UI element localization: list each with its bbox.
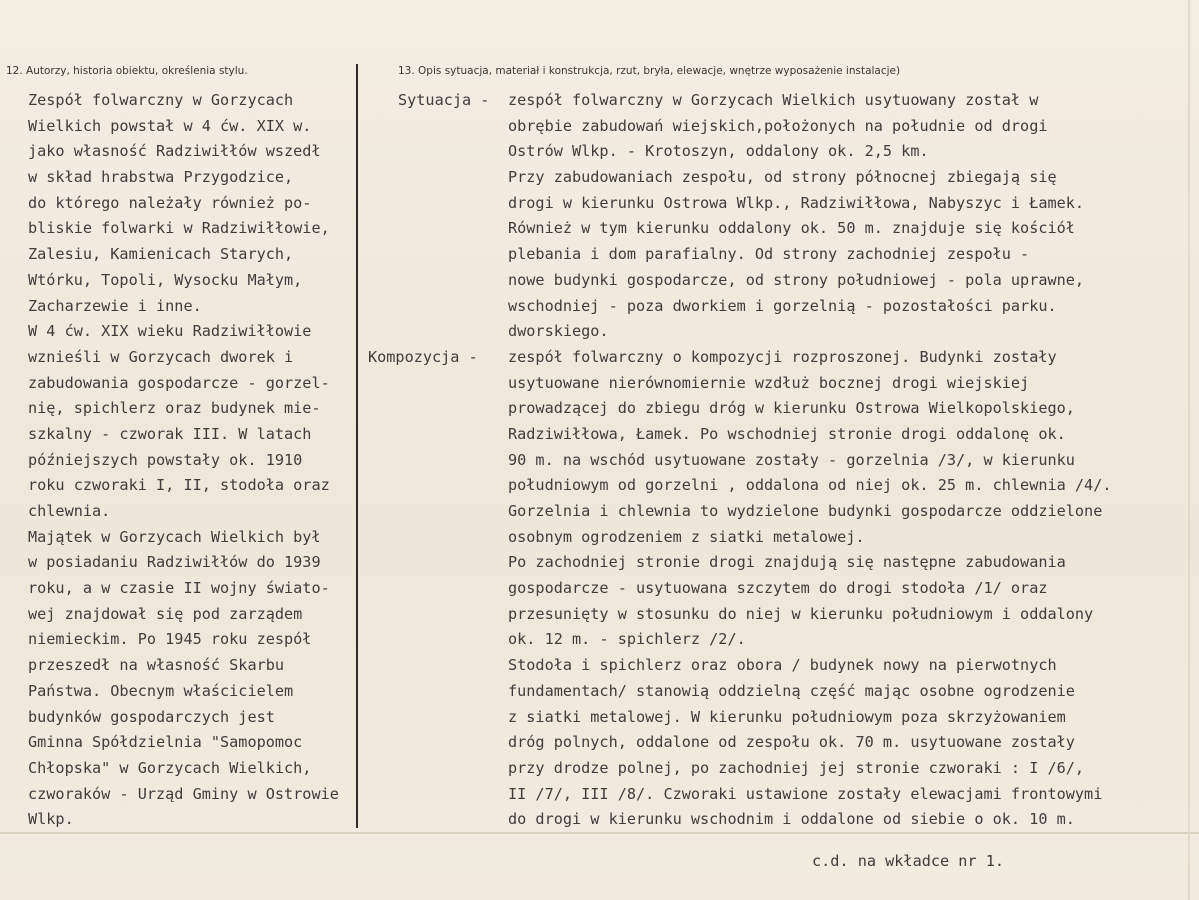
kompozycja-line: gospodarcze - usytuowana szczytem do drogi stodoła /1/ oraz: [508, 579, 1048, 598]
kompozycja-line: południowym od gorzelni , oddalona od niej ok. 25 m. chlewnia /4/.: [508, 476, 1112, 495]
sytuacja-row: [0, 294, 1199, 320]
kompozycja-row: [0, 576, 1199, 602]
sytuacja-row: [0, 216, 1199, 242]
sytuacja-row: [0, 114, 1199, 140]
history-line: roku, a w czasie II wojny świato-: [28, 579, 330, 598]
history-line: do którego należały również po-: [28, 193, 312, 212]
history-line: późniejszych powstały ok. 1910: [28, 450, 303, 469]
kompozycja-line: Radziwiłłowa, Łamek. Po wschodniej stronie drogi oddalonę ok.: [508, 424, 1066, 443]
history-line: Zalesiu, Kamienicach Starych,: [28, 245, 294, 264]
kompozycja-row: [0, 705, 1199, 731]
kompozycja-line: fundamentach/ stanowią oddzielną część mając osobne ogrodzenie: [508, 681, 1075, 700]
kompozycja-row: [0, 807, 1199, 833]
sytuacja-line: nowe budynki gospodarcze, od strony południowej - pola uprawne,: [508, 270, 1085, 289]
history-line: Wielkich powstał w 4 ćw. XIX w.: [28, 116, 312, 135]
sytuacja-line: obrębie zabudowań wiejskich,położonych na południe od drogi: [508, 116, 1048, 135]
history-line: wej znajdował się pod zarządem: [28, 604, 303, 623]
history-line: W 4 ćw. XIX wieku Radziwiłłowie: [28, 322, 312, 341]
sytuacja-row: [0, 268, 1199, 294]
history-line: Wtórku, Topoli, Wysocku Małym,: [28, 270, 303, 289]
sytuacja-line: zespół folwarczny w Gorzycach Wielkich usytuowany został w: [508, 91, 1039, 109]
sytuacja-line: wschodniej - poza dworkiem i gorzelnią - pozostałości parku.: [508, 296, 1057, 315]
kompozycja-line: przy drodze polnej, po zachodniej jej stronie czworaki : I /6/,: [508, 758, 1085, 777]
kompozycja-row: [0, 473, 1199, 499]
kompozycja-row: [0, 627, 1199, 653]
section-13-header: 13. Opis sytuacja, materiał i konstrukcja, rzut, bryła, elewacje, wnętrze wyposażenie instalacje): [398, 65, 901, 77]
section-12-header: 12. Autorzy, historia obiektu, określenia stylu.: [6, 65, 248, 77]
sytuacja-line: Również w tym kierunku oddalony ok. 50 m. znajduje się kościół: [508, 219, 1075, 238]
history-line: Państwa. Obecnym właścicielem: [28, 681, 294, 700]
description-column: [0, 88, 1199, 833]
kompozycja-row: [0, 396, 1199, 422]
sytuacja-row: [0, 191, 1199, 217]
kompozycja-row: [0, 525, 1199, 551]
kompozycja-row: [0, 371, 1199, 397]
history-line: wznieśli w Gorzycach dworek i: [28, 347, 294, 366]
kompozycja-row: [0, 499, 1199, 525]
sytuacja-row: [0, 319, 1199, 345]
history-line: w skład hrabstwa Przygodzice,: [28, 168, 294, 187]
sytuacja-label: Sytuacja -: [398, 91, 490, 109]
sytuacja-line: Ostrów Wlkp. - Krotoszyn, oddalony ok. 2,5 km.: [508, 142, 929, 161]
kompozycja-line: prowadzącej do zbiegu dróg w kierunku Ostrowa Wielkopolskiego,: [508, 399, 1075, 418]
kompozycja-row: [0, 756, 1199, 782]
history-line: bliskie folwarki w Radziwiłłowie,: [28, 219, 330, 238]
kompozycja-line: ok. 12 m. - spichlerz /2/.: [508, 630, 746, 649]
kompozycja-row: [0, 679, 1199, 705]
kompozycja-row: [0, 653, 1199, 679]
continuation-note: c.d. na wkładce nr 1.: [812, 852, 1005, 870]
kompozycja-line: dróg polnych, oddalone od zespołu ok. 70 m. usytuowane zostały: [508, 733, 1075, 752]
history-line: Zacharzewie i inne.: [28, 296, 202, 315]
sytuacja-row: [0, 88, 1199, 114]
kompozycja-row: [0, 550, 1199, 576]
kompozycja-label: Kompozycja -: [368, 347, 478, 366]
sytuacja-line: dworskiego.: [508, 322, 609, 341]
history-line: roku czworaki I, II, stodoła oraz: [28, 476, 330, 495]
kompozycja-row: [0, 730, 1199, 756]
kompozycja-line: Po zachodniej stronie drogi znajdują się następne zabudowania: [508, 553, 1066, 572]
history-line: Chłopska" w Gorzycach Wielkich,: [28, 758, 312, 777]
history-line: zabudowania gospodarcze - gorzel-: [28, 373, 330, 392]
kompozycja-line: Gorzelnia i chlewnia to wydzielone budynki gospodarcze oddzielone: [508, 502, 1103, 520]
kompozycja-row: [0, 782, 1199, 808]
history-line: czworaków - Urząd Gminy w Ostrowie: [28, 784, 339, 803]
history-line: niemieckim. Po 1945 roku zespół: [28, 630, 312, 649]
history-line: przeszedł na własność Skarbu: [28, 656, 285, 675]
history-line: Zespół folwarczny w Gorzycach: [28, 91, 294, 109]
history-line: szkalny - czworak III. W latach: [28, 424, 312, 443]
kompozycja-row: [0, 345, 1199, 371]
history-line: w posiadaniu Radziwiłłów do 1939: [28, 553, 321, 572]
kompozycja-row: [0, 602, 1199, 628]
history-line: Wlkp.: [28, 810, 74, 829]
kompozycja-row: [0, 448, 1199, 474]
kompozycja-line: zespół folwarczny o kompozycji rozproszonej. Budynki zostały: [508, 347, 1057, 366]
history-line: nię, spichlerz oraz budynek mie-: [28, 399, 321, 418]
history-line: Gminna Spółdzielnia "Samopomoc: [28, 733, 303, 752]
history-line: Majątek w Gorzycach Wielkich był: [28, 527, 321, 546]
kompozycja-line: 90 m. na wschód usytuowane zostały - gorzelnia /3/, w kierunku: [508, 450, 1075, 469]
sytuacja-line: plebania i dom parafialny. Od strony zachodniej zespołu -: [508, 245, 1030, 264]
kompozycja-row: [0, 422, 1199, 448]
kompozycja-line: przesunięty w stosunku do niej w kierunku południowym i oddalony: [508, 604, 1094, 623]
history-line: budynków gospodarczych jest: [28, 707, 275, 726]
kompozycja-line: z siatki metalowej. W kierunku południowym poza skrzyżowaniem: [508, 707, 1066, 726]
kompozycja-line: usytuowane nierównomiernie wzdłuż bocznej drogi wiejskiej: [508, 373, 1030, 392]
history-line: chlewnia.: [28, 502, 111, 520]
kompozycja-line: do drogi w kierunku wschodnim i oddalone od siebie o ok. 10 m.: [508, 810, 1075, 829]
sytuacja-row: [0, 165, 1199, 191]
sytuacja-row: [0, 242, 1199, 268]
kompozycja-line: Stodoła i spichlerz oraz obora / budynek nowy na pierwotnych: [508, 656, 1057, 675]
kompozycja-line: osobnym ogrodzeniem z siatki metalowej.: [508, 527, 865, 546]
history-line: jako własność Radziwiłłów wszedł: [28, 142, 321, 161]
sytuacja-line: Przy zabudowaniach zespołu, od strony północnej zbiegają się: [508, 168, 1057, 187]
kompozycja-line: II /7/, III /8/. Czworaki ustawione zostały elewacjami frontowymi: [508, 784, 1103, 803]
sytuacja-row: [0, 139, 1199, 165]
sytuacja-line: drogi w kierunku Ostrowa Wlkp., Radziwiłłowa, Nabyszyc i Łamek.: [508, 193, 1085, 212]
